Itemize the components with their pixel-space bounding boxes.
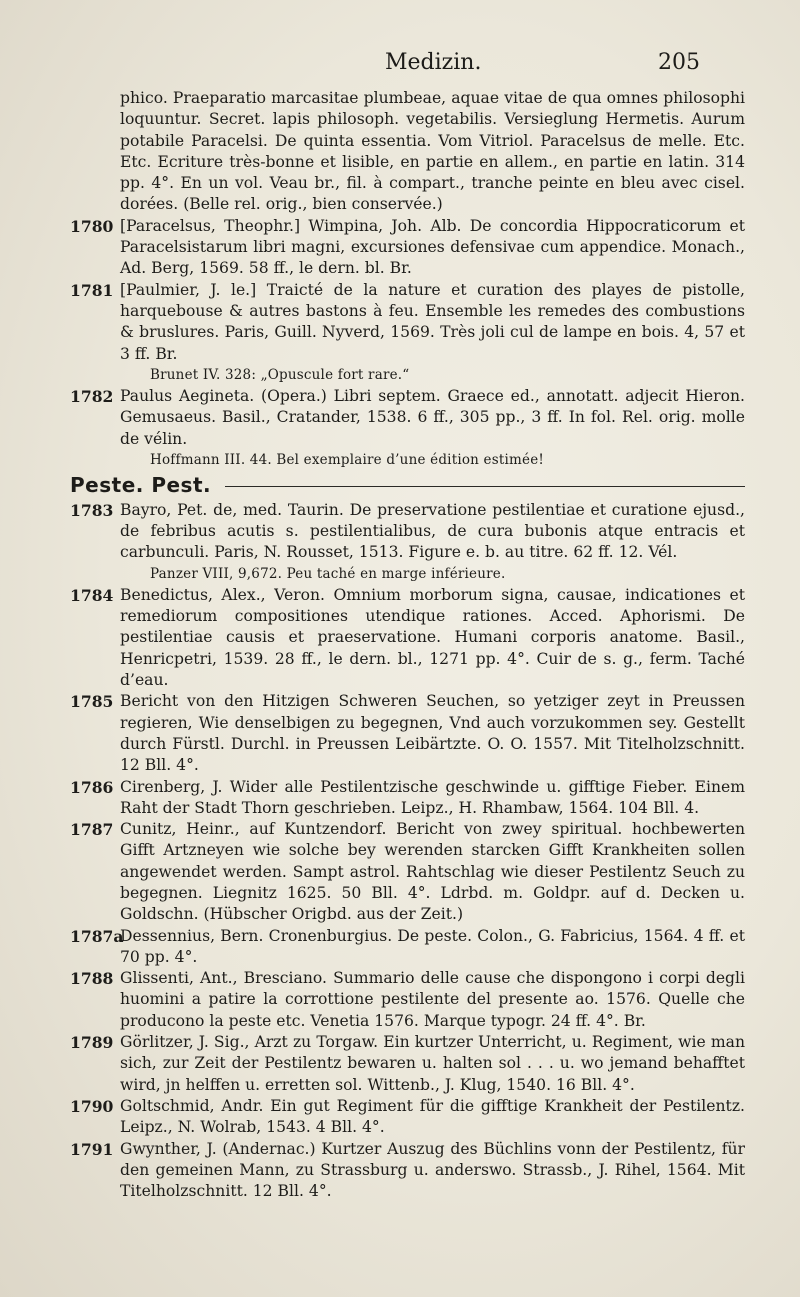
entry-text: Benedictus, Alex., Veron. Omnium morborum signa, causae, indicationes et remediorum compositiones utendique rationes. Acced. Aphorismi. De pestilentiae causis et praeservatione. Humani corporis anatome. Basil., Henricpetri, 1539. 28 ff., le dern. bl., 1271 pp. 4°. Cuir de s. g., ferm. Taché d’eau. bbox=[120, 585, 745, 690]
entry-text: Bayro, Pet. de, med. Taurin. De preservatione pestilentiae et curatione ejusd., de febribus acutis s. pestilentialibus, de cura bubonis atque entracis et carbunculi. Paris, N. Rousset, 1513. Figure e. b. au titre. 62 ff. 12. Vél. bbox=[120, 500, 745, 562]
entry-text: Görlitzer, J. Sig., Arzt zu Torgaw. Ein kurtzer Unterricht, u. Regiment, wie man sich, zur Zeit der Pestilentz bewaren u. halten sol . . . u. wo jemand behafftet wird, jn helffen u. erretten sol. Wittenb., J. Klug, 1540. 16 Bll. 4°. bbox=[120, 1033, 745, 1094]
entry-note: Hoffmann III. 44. Bel exemplaire d’une édition estimée! bbox=[150, 452, 545, 469]
catalog-entry bbox=[70, 280, 745, 386]
continuation-entry bbox=[70, 88, 745, 216]
catalog-entry bbox=[70, 1139, 745, 1203]
entry-text: Gwynther, J. (Andernac.) Kurtzer Auszug des Büchlins vonn der Pestilentz, für den gemeinen Mann, zu Strassburg u. anderswo. Strassb., J. Rihel, 1564. Mit Titelholzschnitt. 12 Bll. 4°. bbox=[120, 1139, 745, 1201]
entry-number: 1782 bbox=[70, 387, 114, 407]
entry-number: 1787 bbox=[70, 820, 114, 840]
catalog-entry bbox=[70, 819, 745, 925]
entry-number: 1783 bbox=[70, 500, 114, 520]
section-title: Peste. Pest. bbox=[70, 473, 212, 498]
catalog-entry bbox=[70, 691, 745, 776]
catalog-entry bbox=[70, 1032, 745, 1096]
entry-note: Panzer VIII, 9,672. Peu taché en marge inférieure. bbox=[150, 565, 506, 582]
page-number: 205 bbox=[658, 50, 700, 75]
section-heading bbox=[70, 475, 745, 496]
entry-number: 1786 bbox=[70, 777, 114, 797]
catalog-entry bbox=[70, 386, 745, 471]
entry-text: Dessennius, Bern. Cronenburgius. De peste. Colon., G. Fabricius, 1564. 4 ff. et 70 pp. 4°. bbox=[120, 926, 745, 966]
entry-text: Cirenberg, J. Wider alle Pestilentzische geschwinde u. gifftige Fieber. Einem Raht der Stadt Thorn geschrieben. Leipz., H. Rhambaw, 1564. 104 Bll. 4. bbox=[120, 777, 745, 817]
catalog-entry bbox=[70, 500, 745, 585]
entry-text: Glissenti, Ant., Bresciano. Summario delle cause che dispongono i corpi degli huomini a patire la corrottione pestilente del presente ao. 1576. Quelle che producono la peste etc. Venetia 1576. Marque typogr. 24 ff. 4°. Br. bbox=[120, 969, 745, 1030]
entry-number: 1788 bbox=[70, 969, 114, 989]
entry-number: 1787a bbox=[70, 926, 124, 946]
entry-number: 1784 bbox=[70, 585, 114, 605]
catalog-entry bbox=[70, 1096, 745, 1139]
entry-text: Bericht von den Hitzigen Schweren Seuchen, so yetziger zeyt in Preussen regieren, Wie denselbigen zu begegnen, Vnd auch vorzukommen sey. Gestellt durch Fürstl. Durchl. in Preussen Leibärtzte. O. O. 1557. Mit Titelholzschnitt. 12 Bll. 4°. bbox=[120, 692, 745, 775]
entry-text: Paulus Aegineta. (Opera.) Libri septem. Graece ed., annotatt. adjecit Hieron. Gemusaeus. Basil., Cratander, 1538. 6 ff., 305 pp., 3 ff. In fol. Rel. orig. molle de vélin. bbox=[120, 387, 745, 448]
section-rule bbox=[225, 486, 745, 487]
entry-text: Cunitz, Heinr., auf Kuntzendorf. Bericht von zwey spiritual. hochbewerten Gifft Artzneyen wie solche bey werenden starcken Gifft Krankheiten sollen angewendet werden. Sampt astrol. Rahtschlag wie dieser Pestilentz Seuch zu begegnen. Liegnitz 1625. 50 Bll. 4°. Ldrbd. m. Goldpr. auf d. Decken u. Goldschn. (Hübscher Origbd. aus der Zeit.) bbox=[120, 820, 745, 924]
entry-text: [Paracelsus, Theophr.] Wimpina, Joh. Alb. De concordia Hippocraticorum et Paracelsistarum libri magni, excursiones defensivae cum appendice. Monach., Ad. Berg, 1569. 58 ff., le dern. bl. Br. bbox=[120, 216, 745, 278]
catalog-entry bbox=[70, 926, 745, 969]
entry-note: Brunet IV. 328: „Opuscule fort rare.“ bbox=[150, 366, 410, 383]
catalog-body bbox=[70, 88, 745, 1202]
entry-text: Goltschmid, Andr. Ein gut Regiment für die gifftige Krankheit der Pestilentz. Leipz., N. Wolrab, 1543. 4 Bll. 4°. bbox=[120, 1096, 745, 1137]
catalog-entry bbox=[70, 216, 745, 280]
running-title: Medizin. bbox=[385, 50, 482, 75]
entry-number: 1791 bbox=[70, 1139, 114, 1159]
entry-number: 1789 bbox=[70, 1033, 114, 1053]
continuation-text: phico. Praeparatio marcasitae plumbeae, aquae vitae de qua omnes philosophi loquuntur. Secret. lapis philosoph. vegetabilis. Versieglung Hermetis. Aurum potabile Paracelsi. De quinta essentia. Vom Vitriol. Paracelsus de melle. Etc. Etc. Ecriture très-bonne et lisible, en partie en allem., en partie en latin. 314 pp. 4°. En un vol. Veau br., fil. à compart., tranche peinte en bleu avec cisel. dorées. (Belle rel. orig., bien conservée.) bbox=[120, 89, 745, 214]
catalog-entry bbox=[70, 968, 745, 1032]
entries-after-section bbox=[70, 500, 745, 1203]
entry-number: 1781 bbox=[70, 280, 114, 300]
catalog-entry bbox=[70, 585, 745, 691]
entry-text: [Paulmier, J. le.] Traicté de la nature et curation des playes de pistolle, harquebouse & autres bastons à feu. Ensemble les remedes des combustions & bruslures. Paris, Guill. Nyverd, 1569. Très joli cul de lampe en bois. 4, 57 et 3 ff. Br. bbox=[120, 280, 745, 363]
entry-number: 1780 bbox=[70, 216, 114, 236]
entry-number: 1790 bbox=[70, 1096, 114, 1116]
catalog-entry bbox=[70, 777, 745, 820]
page-header bbox=[40, 50, 700, 80]
entry-number: 1785 bbox=[70, 692, 114, 712]
entries-before-section bbox=[70, 216, 745, 472]
